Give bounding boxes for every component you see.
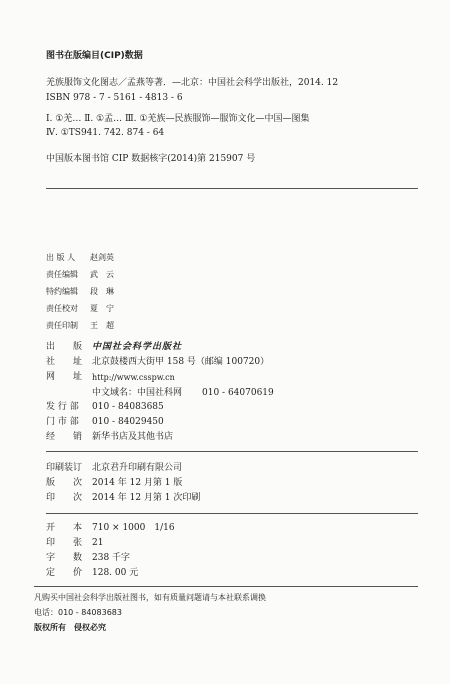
publisher-name: 中国社会科学出版社 <box>92 342 183 352</box>
spec-label: 印 张 <box>46 538 83 548</box>
cip-data-number: 中国版本图书馆 CIP 数据核字(2014)第 215907 号 <box>46 154 256 164</box>
divider <box>46 188 418 189</box>
printing-label: 印 次 <box>46 493 83 503</box>
spec-value: 21 <box>92 538 104 548</box>
divider <box>46 451 418 452</box>
printing-value: 2014 年 12 月第 1 版 <box>92 478 183 488</box>
website-label: 网 址 <box>46 372 83 382</box>
sales-label: 发 行 部 <box>46 402 79 412</box>
spec-label: 开 本 <box>46 523 83 533</box>
cip-heading: 图书在版编目(CIP)数据 <box>46 51 143 61</box>
editor-label: 出 版 人 <box>46 253 76 262</box>
quality-note: 凡购买中国社会科学出版社图书，如有质量问题请与本社联系调换 <box>34 593 266 602</box>
editor-value: 夏 宁 <box>90 304 114 313</box>
divider <box>34 586 418 587</box>
distribution-label: 经 销 <box>46 432 83 442</box>
store-phone: 010 - 84029450 <box>92 417 164 427</box>
printing-label: 印刷装订 <box>46 463 83 473</box>
publisher-label: 出 版 <box>46 342 83 352</box>
editor-value: 武 云 <box>90 270 114 279</box>
editor-label: 责任校对 <box>46 304 78 313</box>
cip-line-isbn: ISBN 978 - 7 - 5161 - 4813 - 6 <box>46 93 183 103</box>
domain-phone: 010 - 64070619 <box>202 388 274 398</box>
cip-line-title: 羌族服饰文化图志／孟燕等著．—北京：中国社会科学出版社，2014. 12 <box>46 78 339 88</box>
address-label: 社 址 <box>46 357 83 367</box>
printing-value: 2014 年 12 月第 1 次印刷 <box>92 493 201 503</box>
editor-label: 特约编辑 <box>46 287 78 296</box>
cip-line-classification: Ⅰ. ①羌… Ⅱ. ①孟… Ⅲ. ①羌族—民族服饰—服饰文化—中国—图集 <box>46 114 310 124</box>
editor-label: 责任编辑 <box>46 270 78 279</box>
spec-value: 710 × 1000 1/16 <box>92 523 175 533</box>
editor-label: 责任印制 <box>46 321 78 330</box>
service-phone: 电话：010 - 84083683 <box>34 608 122 617</box>
spec-value: 238 千字 <box>92 553 131 563</box>
cip-line-code: Ⅳ. ①TS941. 742. 874 - 64 <box>46 128 165 138</box>
store-label: 门 市 部 <box>46 417 79 427</box>
editor-value: 王 超 <box>90 321 114 330</box>
editor-value: 段 琳 <box>90 287 114 296</box>
rights-notice: 版权所有 侵权必究 <box>34 623 106 632</box>
chinese-domain: 中文域名：中国社科网 <box>92 388 183 398</box>
printing-label: 版 次 <box>46 478 83 488</box>
editor-value: 赵剑英 <box>90 253 114 262</box>
website-link[interactable]: http://www.csspw.cn <box>92 373 175 382</box>
address-value: 北京鼓楼西大街甲 158 号（邮编 100720） <box>92 357 270 367</box>
spec-label: 定 价 <box>46 568 83 578</box>
divider <box>46 513 418 514</box>
printing-value: 北京君升印刷有限公司 <box>92 463 183 473</box>
sales-phone: 010 - 84083685 <box>92 402 164 412</box>
spec-value: 128. 00 元 <box>92 568 139 578</box>
distribution-value: 新华书店及其他书店 <box>92 432 174 442</box>
spec-label: 字 数 <box>46 553 83 563</box>
